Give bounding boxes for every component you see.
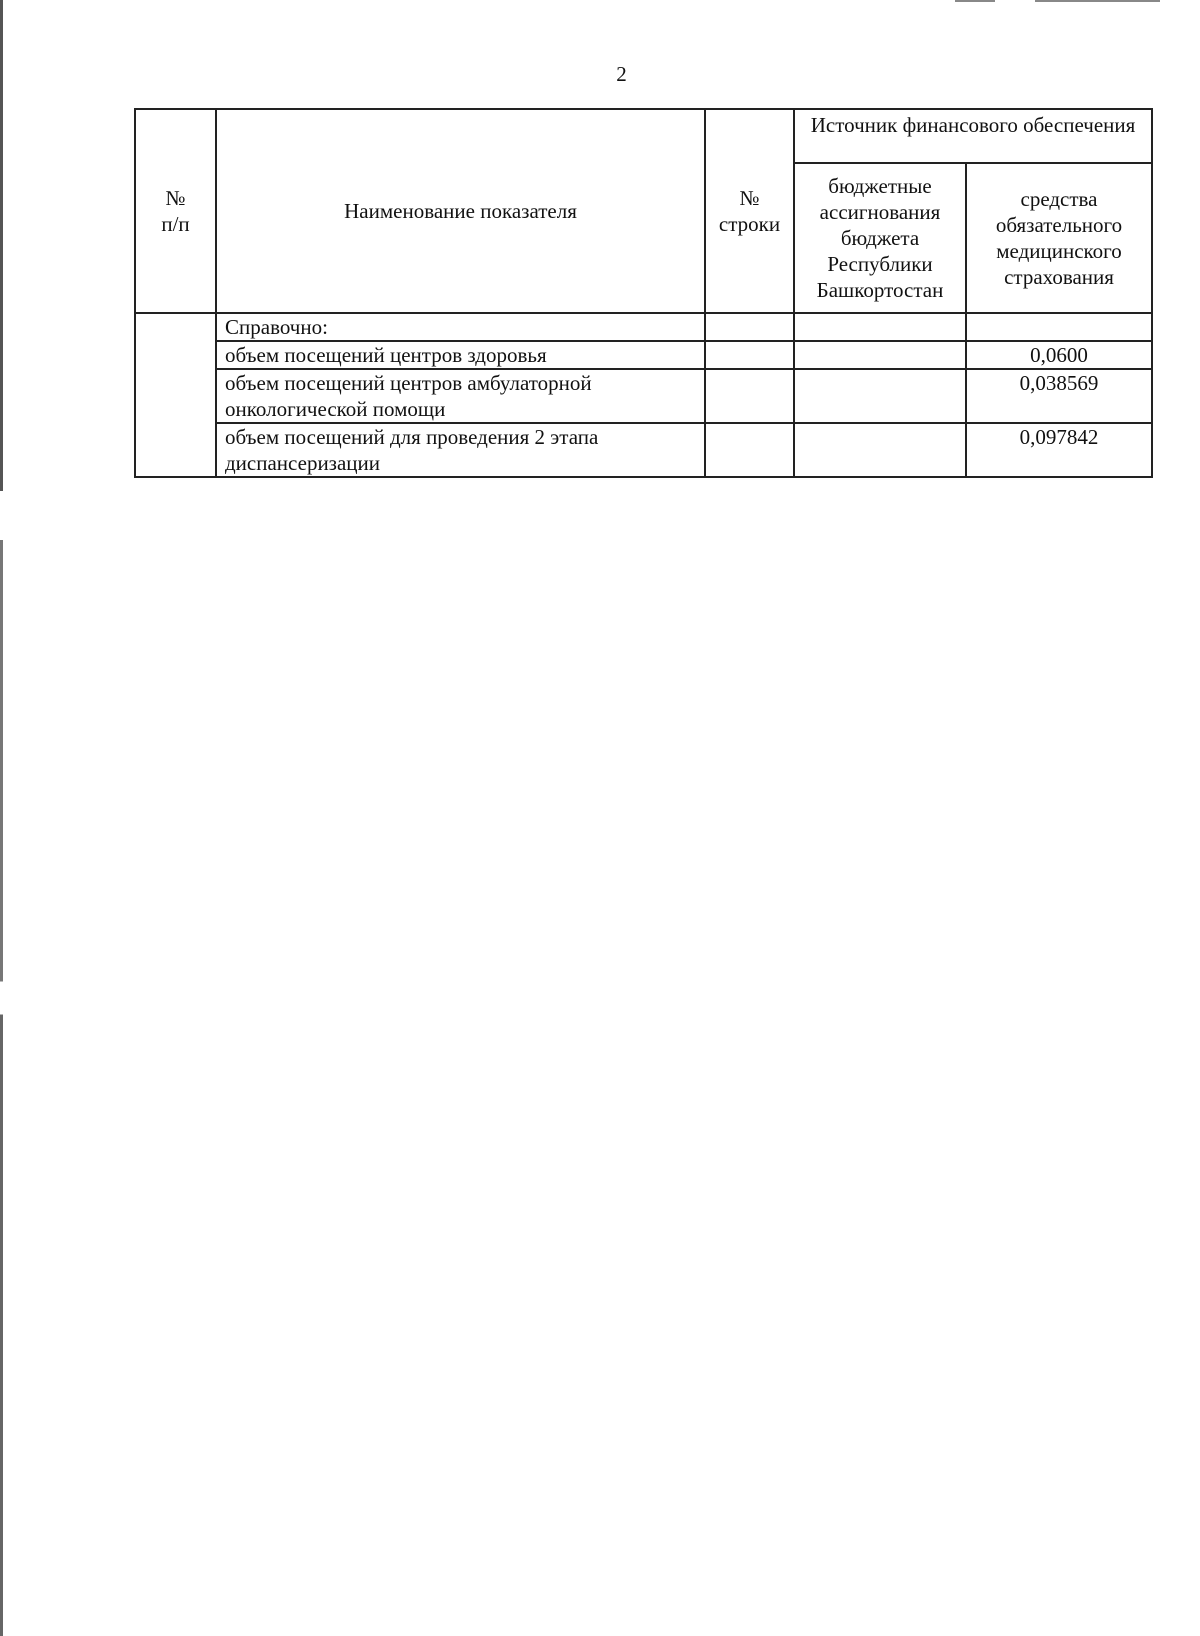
header-row-num: № строки [705,109,794,313]
row-oms: 0,038569 [966,369,1152,423]
table-row [135,369,1152,423]
page-number: 2 [616,62,627,86]
row-budget [794,423,966,477]
row-label: Справочно: [216,313,705,341]
row-label: объем посещений центров амбулаторной онкологической помощи [216,369,705,423]
indicator-table [134,108,1153,478]
row-label: объем посещений для проведения 2 этапа диспансеризации [216,423,705,477]
row-budget [794,313,966,341]
row-budget [794,369,966,423]
row-label: объем посещений центров здоровья [216,341,705,369]
table-row [135,423,1152,477]
row-line-num [705,423,794,477]
header-source-group: Источник финансового обеспечения [794,109,1152,163]
header-budget: бюджетные ассигнования бюджета Республики Башкортостан [794,163,966,313]
scan-edge-top-a [955,0,995,2]
scan-edge-left [0,0,3,1636]
row-num-cell [135,313,216,477]
table-row [135,313,1152,341]
row-oms: 0,0600 [966,341,1152,369]
header-oms: средства обязательного медицинского страхования [966,163,1152,313]
header-num: № п/п [135,109,216,313]
row-line-num [705,369,794,423]
row-line-num [705,341,794,369]
row-oms: 0,097842 [966,423,1152,477]
row-line-num [705,313,794,341]
row-budget [794,341,966,369]
scan-edge-top-b [1035,0,1160,2]
header-name: Наименование показателя [216,109,705,313]
table-row [135,341,1152,369]
row-oms [966,313,1152,341]
